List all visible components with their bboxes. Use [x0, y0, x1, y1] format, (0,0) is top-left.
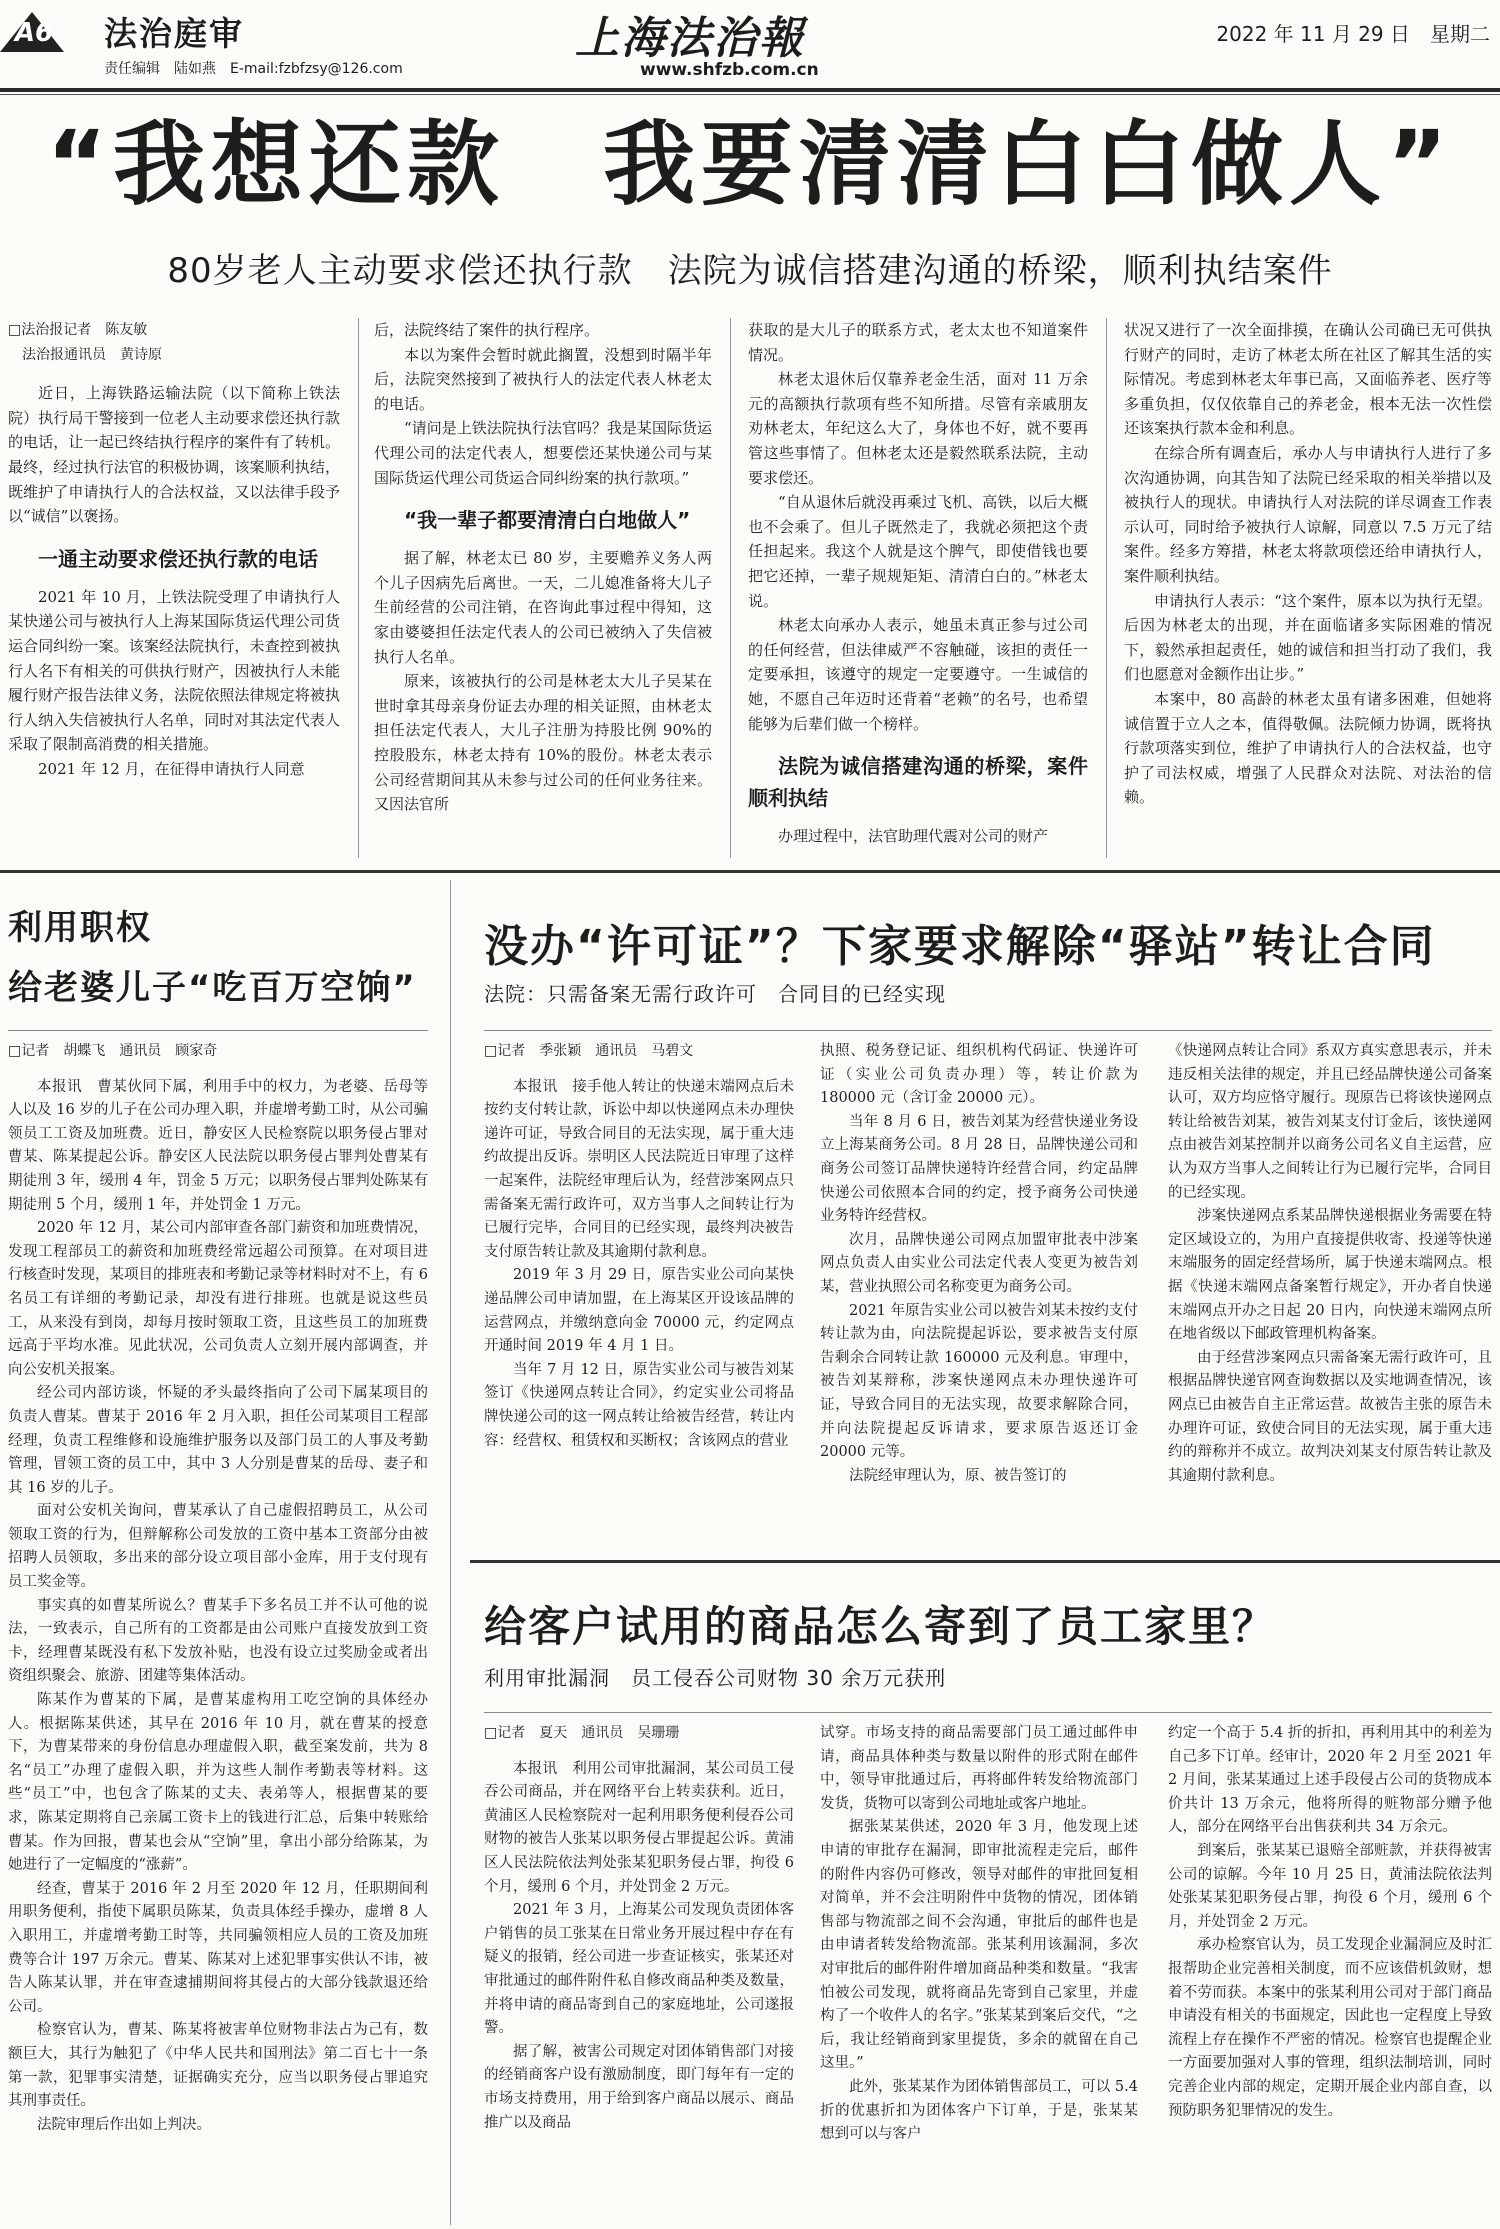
page-number: A6	[14, 18, 54, 48]
article2-title-line1: 利用职权	[8, 908, 152, 948]
paragraph: 2021 年 10 月，上铁法院受理了申请执行人某快递公司与被执行人上海某国际货运代理公司货运合同纠纷一案。该案经法院执行，未查控到被执行人名下有相关的可供执行财产，因被执行人未能履行财产报告法律义务，法院依照法律规定将被执行人纳入失信被执行人名单，同时对其法定代表人采取了限制高消费的相关措施。	[8, 587, 340, 754]
column-divider	[1106, 318, 1107, 858]
paragraph: 陈某作为曹某的下属，是曹某虚构用工吃空饷的具体经办人。根据陈某供述，其早在 2016 年 10 月，就在曹某的授意下，为曹某带来的身份信息办理虚假入职，截至案发前，共为 8 名“员工”办理了虚假入职，并为这些人制作考勤表等材料。这些“员工”中，也包含了陈某的丈夫、表弟等人，根据曹某的要求，陈某定期将自己亲属工资卡上的钱进行汇总，后集中转账给曹某。作为回报，曹某也会从“空饷”里，拿出小部分给陈某，为她进行了一定幅度的“涨薪”。	[8, 1692, 428, 1874]
paragraph: 据了解，被害公司规定对团体销售部门对接的经销商客户设有激励制度，即门每年有一定的市场支持费用，用于给到客户商品以展示、商品推广以及商品	[484, 2043, 794, 2131]
lead-subhead: 80岁老人主动要求偿还执行款 法院为诚信搭建沟通的桥梁，顺利执结案件	[167, 251, 1333, 291]
article4-title: 给客户试用的商品怎么寄到了员工家里？	[484, 1602, 1277, 1651]
article3-column-1	[484, 1040, 794, 1453]
paragraph: 2021 年原告实业公司以被告刘某未按约支付转让款为由，向法院提起诉讼，要求被告支付原告剩余合同转让款 160000 元及利息。审理中，被告刘某辩称，涉案快递网点未办理快递许可证，导致合同目的无法实现，故要求解除合同，并向法院提起反诉请求，要求原告返还订金 20000 元等。	[820, 1302, 1138, 1461]
paragraph: 状况又进行了一次全面排摸，在确认公司确已无可供执行财产的同时，走访了林老太所在社区了解其生活的实际情况。考虑到林老太年事已高，又面临养老、医疗等多重负担，仅仅依靠自己的养老金，根本无法一次性偿还该案执行款本金和利息。	[1124, 321, 1492, 438]
lead-byline-1: □法治报记者 陈友敏	[8, 322, 148, 338]
article4-column-3	[1168, 1722, 1492, 2123]
article3-byline: □记者 季张颖 通讯员 马碧文	[484, 1043, 694, 1059]
page-number-badge	[0, 12, 64, 52]
paper-logo: 上海法治報	[575, 13, 805, 64]
paragraph: 据了解，林老太已 80 岁，主要赡养义务人两个儿子因病先后离世。一天，二儿媳准备将大儿子生前经营的公司注销，在咨询此事过程中得知，这家由婆婆担任法定代表人的公司已被纳入了失信被执行人名单。	[374, 549, 712, 666]
lead-column-4	[1124, 318, 1492, 810]
paragraph: “请问是上铁法院执行法官吗？我是某国际货运代理公司的法定代表人，想要偿还某快递公司与某国际货运代理公司货运合同纠纷案的执行款项。”	[374, 419, 712, 487]
paragraph: 经公司内部访谈，怀疑的矛头最终指向了公司下属某项目的负责人曹某。曹某于 2016 年 2 月入职，担任公司某项目工程部经理，负责工程维修和设施维护服务以及部门员工的人事及考勤管理，冒领工资的员工中，其中 3 人分别是曹某的岳母、妻子和其 16 岁的儿子。	[8, 1385, 428, 1496]
paragraph: 林老太向承办人表示，她虽未真正参与过公司的任何经营，但法律威严不容触碰，该担的责任一定要承担，该遵守的规定一定要遵守。一生诚信的她，不愿自己年迈时还背着“老赖”的名号，也希望能够为后辈们做一个榜样。	[748, 616, 1088, 733]
paragraph: 法院审理后作出如上判决。	[37, 2116, 211, 2133]
section-heading: “我一辈子都要清清白白地做人”	[404, 508, 691, 533]
paragraph: 当年 7 月 12 日，原告实业公司与被告刘某签订《快递网点转让合同》，约定实业公司将品牌快递公司的这一网点转让给被告经营，转让内容：经营权、租赁权和买断权；含该网点的营业	[484, 1361, 794, 1449]
article2-rule	[8, 1030, 428, 1031]
issue-date: 2022 年 11 月 29 日 星期二	[1216, 22, 1490, 46]
paragraph: 本报讯 接手他人转让的快递末端网点后未按约支付转让款，诉讼中却以快递网点未办理快递许可证，导致合同目的无法实现，属于重大违约故提出反诉。崇明区人民法院近日审理了这样一起案件，法院经审理后认为，经营涉案网点只需备案无需行政许可，双方当事人之间转让行为已履行完毕，合同目的已经实现，最终判决被告支付原告转让款及其逾期付款利息。	[484, 1078, 794, 1260]
article3-column-2	[820, 1040, 1138, 1488]
paragraph: 经查，曹某于 2016 年 2 月至 2020 年 12 月，任职期间利用职务便利，指使下属职员陈某，负责具体经手操办，虚增 8 人入职用工，并虚增考勤工时等，共同骗领相应人员的工资及加班费等合计 197 万余元。曹某、陈某对上述犯罪事实供认不讳，被告人陈某认罪，并在审查逮捕期间将其侵占的大部分钱款退还给公司。	[8, 1880, 428, 2015]
paragraph: 在综合所有调查后，承办人与申请执行人进行了多次沟通协调，向其告知了法院已经采取的相关举措以及被执行人的现状。申请执行人对法院的详尽调查工作表示认可，同时给予被执行人谅解，同意以 7.5 万元了结案件。经多方筹措，林老太将款项偿还给申请执行人，案件顺利执结。	[1124, 443, 1492, 585]
paragraph: “自从退休后就没再乘过飞机、高铁，以后大概也不会乘了。但儿子既然走了，我就必须把这个责任担起来。我这个人就是这个脾气，即使借钱也要把它还掉，一辈子规规矩矩、清清白白的。”林老太说。	[748, 493, 1088, 610]
masthead-rule-thin	[0, 94, 1500, 95]
paragraph: 本报讯 利用公司审批漏洞，某公司员工侵吞公司商品，并在网络平台上转卖获利。近日，黄浦区人民检察院对一起利用职务便利侵吞公司财物的被告人张某以职务侵占罪提起公诉。黄浦区人民法院依法判处张某犯职务侵占罪，拘役 6 个月，缓刑 6 个月，并处罚金 2 万元。	[484, 1760, 794, 1895]
paragraph: 办理过程中，法官助理代震对公司的财产	[778, 827, 1049, 846]
paragraph: 涉案快递网点系某品牌快递根据业务需要在特定区域设立的，为用户直接提供收寄、投递等快递末端服务的固定经营场所，属于快递末端网点。根据《快递末端网点备案暂行规定》，开办者自快递末端网点开办之日起 20 日内，向快递末端网点所在地省级以下邮政管理机构备案。	[1168, 1208, 1492, 1343]
article3-rule	[484, 1030, 1492, 1031]
paragraph: 此外，张某某作为团体销售部员工，可以 5.4 折的优惠折扣为团体客户下订单，于是，张某某想到可以与客户	[820, 2078, 1138, 2143]
article4-subtitle: 利用审批漏洞 员工侵吞公司财物 30 余万元获刑	[484, 1666, 947, 1690]
lead-headline: “我想还款 我要清清白白做人”	[46, 111, 1454, 218]
paragraph: 获取的是大儿子的联系方式，老太太也不知道案件情况。	[748, 321, 1088, 364]
paragraph: 据张某某供述，2020 年 3 月，他发现上述申请的审批存在漏洞，即审批流程走完后，邮件的附件内容仍可修改，领导对邮件的审批回复相对简单，并不会注明附件中货物的情况，团体销售部与物流部之间不会沟通，审批后的邮件也是由申请者转发给物流部。张某利用该漏洞，多次对审批后的邮件附件增加商品种类和数量。“我害怕被公司发现，就将商品先寄到自己家里，并虚构了一个收件人的名字。”张某某到案后交代，“之后，我让经销商到家里提货，多余的就留在自己这里。”	[820, 1819, 1138, 2072]
lead-column-1	[8, 318, 340, 782]
paragraph: 后，法院终结了案件的执行程序。	[374, 321, 600, 339]
paragraph: 事实真的如曹某所说么？曹某手下多名员工并不认可他的说法，一致表示，自己所有的工资都是由公司账户直接发放到工资卡，经理曹某既没有私下发放补贴，也没有设立过奖励金或者出资组织聚会、旅游、团建等集体活动。	[8, 1597, 428, 1685]
article4-byline: □记者 夏天 通讯员 吴珊珊	[484, 1725, 680, 1741]
paragraph: 次月，品牌快递公司网点加盟审批表中涉案网点负责人由实业公司法定代表人变更为被告刘某，营业执照公司名称变更为商务公司。	[820, 1231, 1138, 1295]
paragraph: 《快递网点转让合同》系双方真实意思表示，并未违反相关法律的规定，并且已经品牌快递公司备案认可，双方均应恪守履行。现原告已将该快递网点转让给被告刘某，被告刘某支付订金后，该快递网点由被告刘某控制并以商务公司名义自主运营，应认为双方当事人之间转让行为已履行完毕，合同目的已经实现。	[1168, 1043, 1492, 1201]
paragraph: 申请执行人表示：“这个案件，原本以为执行无望。后因为林老太的出现，并在面临诸多实际困难的情况下，毅然承担起责任，她的诚信和担当打动了我们，我们也愿意对金额作出让步。”	[1124, 591, 1492, 684]
paragraph: 到案后，张某某已退赔全部赃款，并获得被害公司的谅解。今年 10 月 25 日，黄浦法院依法判处张某某犯职务侵占罪，拘役 6 个月，缓刑 6 个月，并处罚金 2 万元。	[1168, 1842, 1492, 1930]
lead-byline-2: 法治报通讯员 黄诗原	[22, 346, 162, 363]
paragraph: 由于经营涉案网点只需备案无需行政许可，且根据品牌快递官网查询数据以及实地调查情况，该网点已由被告自主正常运营。故被告主张的原告未办理许可证，致使合同目的无法实现，属于重大违约的辩称并不成立。故判决刘某支付原告转让款及其逾期付款利息。	[1168, 1349, 1492, 1484]
article2-byline: □记者 胡蝶飞 通讯员 顾家奇	[8, 1043, 218, 1059]
paragraph: 2021 年 3 月，上海某公司发现负责团体客户销售的员工张某在日常业务开展过程中存在有疑义的报销，经公司进一步查证核实，张某还对审批通过的邮件附件私自修改商品种类及数量，并将申请的商品寄到自己的家庭地址，公司遂报警。	[484, 1902, 794, 2037]
paragraph: 近日，上海铁路运输法院（以下简称上铁法院）执行局干警接到一位老人主动要求偿还执行款的电话，让一起已终结执行程序的案件有了转机。最终，经过执行法官的积极协调，该案顺利执结，既维护了申请执行人的合法权益，又以法律手段予以“诚信”以褒扬。	[8, 384, 340, 526]
section-divider	[0, 870, 1500, 873]
article3-column-3	[1168, 1040, 1492, 1488]
section-heading: 一通主动要求偿还执行款的电话	[38, 546, 318, 571]
paragraph: 执照、税务登记证、组织机构代码证、快递许可证（实业公司负责办理）等，转让价款为 180000 元（含订金 20000 元）。	[820, 1043, 1138, 1107]
article2-title-line2: 给老婆儿子“吃百万空饷”	[8, 968, 417, 1008]
paragraph: 本以为案件会暂时就此搁置，没想到时隔半年后，法院突然接到了被执行人的法定代表人林老太的电话。	[374, 345, 712, 413]
paragraph: 林老太退休后仅靠养老金生活，面对 11 万余元的高额执行款项有些不知所措。尽管有亲戚朋友劝林老太，年纪这么大了，身体也不好，就不要再管这些事情了。但林老太还是毅然联系法院，主动要求偿还。	[748, 370, 1088, 487]
section-divider	[470, 1560, 1500, 1563]
section-heading: 法院为诚信搭建沟通的桥梁，案件顺利执结	[748, 754, 1088, 811]
article4-column-2	[820, 1722, 1138, 2147]
paragraph: 法院经审理认为，原、被告签订的	[849, 1467, 1067, 1484]
lead-column-2	[374, 318, 712, 817]
paragraph: 检察官认为，曹某、陈某将被害单位财物非法占为己有，数额巨大，其行为触犯了《中华人民共和国刑法》第二百七十一条第一款，犯罪事实清楚，证据确实充分，应当以职务侵占罪追究其刑事责任。	[8, 2022, 428, 2110]
paragraph: 约定一个高于 5.4 折的折扣，再利用其中的利差为自己多下订单。经审计，2020 年 2 月至 2021 年 2 月间，张某某通过上述手段侵占公司的货物成本价共计 13 万余元，他将所得的赃物部分赠予他人，部分在网络平台出售获利共 34 万余元。	[1168, 1725, 1492, 1836]
article3-title: 没办“许可证”？下家要求解除“驿站”转让合同	[484, 921, 1436, 972]
paragraph: 试穿。市场支持的商品需要部门员工通过邮件申请，商品具体种类与数量以附件的形式附在邮件中，领导审批通过后，再将邮件转发给物流部门发货，货物可以寄到公司地址或客户地址。	[820, 1725, 1138, 1812]
paragraph: 面对公安机关询问，曹某承认了自己虚假招聘员工，从公司领取工资的行为，但辩解称公司发放的工资中基本工资部分由被招聘人员领取，多出来的部分设立项目部小金库，用于支付现有员工奖金等。	[8, 1503, 428, 1591]
article4-column-1	[484, 1722, 794, 2135]
paragraph: 2021 年 12 月，在征得申请执行人同意	[38, 759, 305, 778]
paragraph: 2019 年 3 月 29 日，原告实业公司向某快递品牌公司申请加盟，在上海某区开设该品牌的运营网点，并缴纳意向金 70000 元，约定网点开通时间 2019 年 4 月 1 日。	[484, 1267, 794, 1355]
lead-column-3	[748, 318, 1088, 849]
paper-url: www.shfzb.com.cn	[640, 60, 819, 80]
section-name: 法治庭审	[104, 14, 244, 53]
paragraph: 2020 年 12 月，某公司内部审查各部门薪资和加班费情况，发现工程部员工的薪资和加班费经常远超公司预算。在对项目进行核查时发现，某项目的排班表和考勤记录等材料时对不上，有 6 名员工有详细的考勤记录，却没有进行排班。也就是说这些员工，从来没有到岗，却每月按时领取工资，且这些员工的加班费远高于平均水准。见此状况，公司负责人立刻开展内部调查，并向公安机关报案。	[8, 1220, 428, 1378]
article2-body	[8, 1040, 428, 2137]
article4-rule	[484, 1712, 1492, 1713]
paragraph: 当年 8 月 6 日，被告刘某为经营快递业务设立上海某商务公司。8 月 28 日，品牌快递公司和商务公司签订品牌快递特许经营合同，约定品牌快递公司依照本合同的约定，授予商务公司快递业务特许经营权。	[820, 1113, 1138, 1225]
masthead-rule	[0, 88, 1500, 92]
paragraph: 承办检察官认为，员工发现企业漏洞应及时汇报帮助企业完善相关制度，而不应该借机敛财，想着不劳而获。本案中的张某利用公司对于部门商品申请没有相关的书面规定，因此也一定程度上导致流程上存在操作不严密的情况。检察官也提醒企业一方面要加强对人事的管理，组织法制培训，同时完善企业内部的规定，定期开展企业内部自查，以预防职务犯罪情况的发生。	[1168, 1937, 1492, 2119]
column-divider	[358, 318, 359, 858]
paragraph: 本报讯 曹某伙同下属，利用手中的权力，为老婆、岳母等人以及 16 岁的儿子在公司办理入职，并虚增考勤工时，从公司骗领员工工资及加班费。近日，静安区人民检察院以职务侵占罪对曹某、陈某提起公诉。静安区人民法院以职务侵占罪判处曹某有期徒刑 3 年，缓刑 4 年，罚金 5 万元；以职务侵占罪判处陈某有期徒刑 5 个月，缓刑 1 年，并处罚金 1 万元。	[8, 1078, 428, 1213]
editor-line: 责任编辑 陆如燕 E-mail:fzbfzsy@126.com	[104, 61, 403, 77]
article3-subtitle: 法院：只需备案无需行政许可 合同目的已经实现	[484, 982, 946, 1006]
column-divider	[450, 880, 451, 2225]
paragraph: 本案中，80 高龄的林老太虽有诸多困难，但她将诚信置于立人之本，值得敬佩。法院倾力协调，既将执行款项落实到位，维护了申请执行人的合法权益，也守护了司法权威，增强了人民群众对法院、对法治的信赖。	[1124, 689, 1492, 807]
paragraph: 原来，该被执行的公司是林老太大儿子吴某在世时拿其母亲身份证去办理的相关证照，由林老太担任法定代表人，大儿子注册为持股比例 90%的控股股东，林老太持有 10%的股份。林老太表示公司经营期间其从未参与过公司的任何业务往来。又因法官所	[374, 672, 712, 814]
column-divider	[730, 318, 731, 858]
